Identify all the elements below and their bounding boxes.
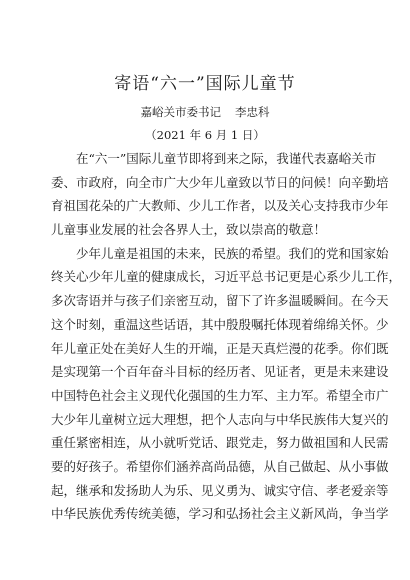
- body-line: 重任紧密相连，从小就听党话、跟党走，努力做祖国和人民需: [51, 435, 389, 451]
- document-date: （2021 年 6 月 1 日）: [145, 128, 265, 142]
- body-line: 年儿童正处在美好人生的开端，正是天真烂漫的花季。你们既: [51, 340, 389, 356]
- body-line: 委、市政府，向全市广大少年儿童致以节日的问候！向辛勤培: [51, 174, 389, 190]
- body-line: 要的好孩子。希望你们涵养高尚品德，从自己做起、从小事做: [51, 458, 389, 474]
- body-line: 大少年儿童树立远大理想，把个人志向与中华民族伟大复兴的: [51, 411, 389, 427]
- author-position: 嘉峪关市委书记: [140, 105, 221, 119]
- body-line: 这个时刻，重温这些话语，其中殷殷嘱托体现着绵绵关怀。少: [51, 316, 389, 332]
- body-line: 在“六一”国际儿童节即将到来之际，我谨代表嘉峪关市: [76, 151, 377, 166]
- body-line: 终关心少年儿童的健康成长，习近平总书记更是心系少儿工作，: [51, 269, 402, 285]
- body-line: 多次寄语并与孩子们亲密互动，留下了许多温暖瞬间。在今天: [51, 293, 389, 309]
- body-line: 是实现第一个百年奋斗目标的经历者、见证者，更是未来建设: [51, 364, 389, 380]
- body-line: 育祖国花朵的广大教师、少儿工作者，以及关心支持我市少年: [51, 198, 389, 214]
- body-line: 少年儿童是祖国的未来，民族的希望。我们的党和国家始: [76, 245, 389, 261]
- body-line: 儿童事业发展的社会各界人士，致以崇高的敬意！: [51, 222, 327, 238]
- body-line: 起，继承和发扬助人为乐、见义勇为、诚实守信、孝老爱亲等: [51, 482, 389, 498]
- author-name: 李忠科: [235, 105, 270, 119]
- body-line: 中国特色社会主义现代化强国的生力军、主力军。希望全市广: [51, 387, 389, 403]
- document-title: 寄语“六一”国际儿童节: [114, 74, 296, 94]
- author-byline: [0, 104, 410, 120]
- document-body: [51, 147, 402, 526]
- body-line: 中华民族优秀传统美德，学习和弘扬社会主义新风尚，争当学: [51, 506, 389, 522]
